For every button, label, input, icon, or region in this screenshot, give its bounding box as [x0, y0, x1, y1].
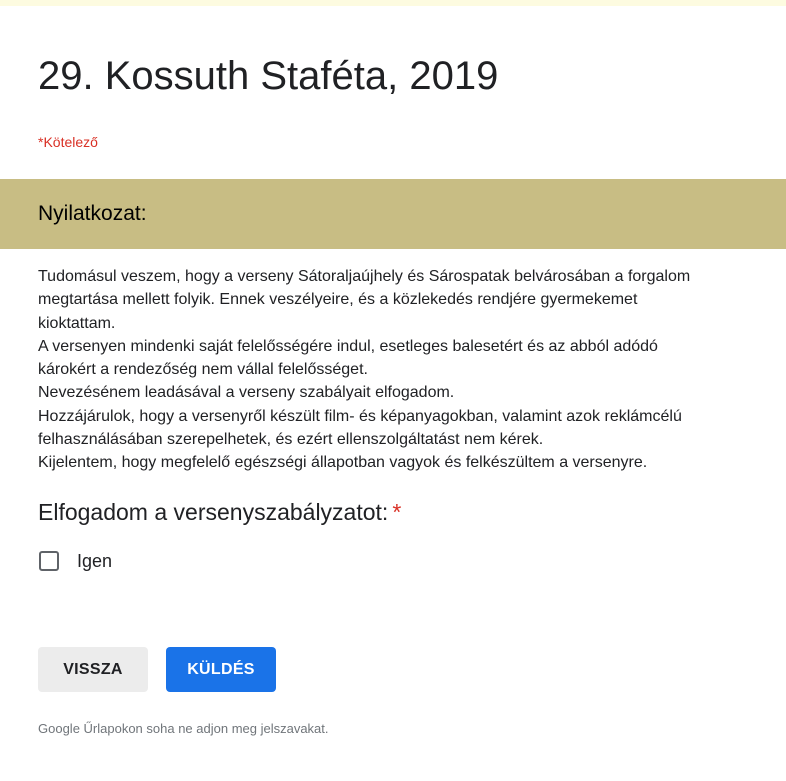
- checkbox[interactable]: [39, 551, 59, 571]
- description-line: Nevezésénem leadásával a verseny szabályait elfogadom.: [38, 384, 455, 402]
- checkbox-label[interactable]: Igen: [77, 551, 113, 571]
- form-title: 29. Kossuth Staféta, 2019: [38, 54, 499, 98]
- section-description: [38, 265, 778, 475]
- description-line: Tudomásul veszem, hogy a verseny Sátoraljaújhely és Sárospatak belvárosában a forgalom: [38, 268, 691, 285]
- description-line: A versenyen mindenki saját felelősségére indul, esetleges balesetért és az abból adódó: [38, 337, 658, 355]
- section-title: Nyilatkozat:: [38, 202, 147, 225]
- required-note: *Kötelező: [38, 134, 98, 150]
- submit-button[interactable]: KÜLDÉS: [166, 647, 276, 692]
- description-line: károkért a rendezőség nem vállal felelősséget.: [38, 361, 368, 379]
- description-line: megtartása mellett folyik. Ennek veszélyeire, és a közlekedés rendjére gyermekemet: [38, 291, 638, 309]
- description-line: kioktattam.: [38, 314, 116, 332]
- description-line: Kijelentem, hogy megfelelő egészségi állapotban vagyok és felkészültem a versenyre.: [38, 454, 648, 472]
- question-title: [38, 497, 401, 527]
- top-accent-strip: [0, 0, 786, 6]
- question-label: Elfogadom a versenyszabályzatot:: [38, 499, 389, 525]
- description-line: Hozzájárulok, hogy a versenyről készült film- és képanyagokban, valamint azok reklámcélú: [38, 407, 682, 425]
- back-button[interactable]: VISSZA: [38, 647, 148, 692]
- description-line: felhasználásában szerepelhetek, és ezért ellenszolgáltatást nem kérek.: [38, 431, 544, 449]
- password-warning-note: Google Űrlapokon soha ne adjon meg jelszavakat.: [38, 721, 329, 736]
- required-asterisk: *: [392, 499, 402, 525]
- checkbox-option-igen[interactable]: [38, 547, 112, 575]
